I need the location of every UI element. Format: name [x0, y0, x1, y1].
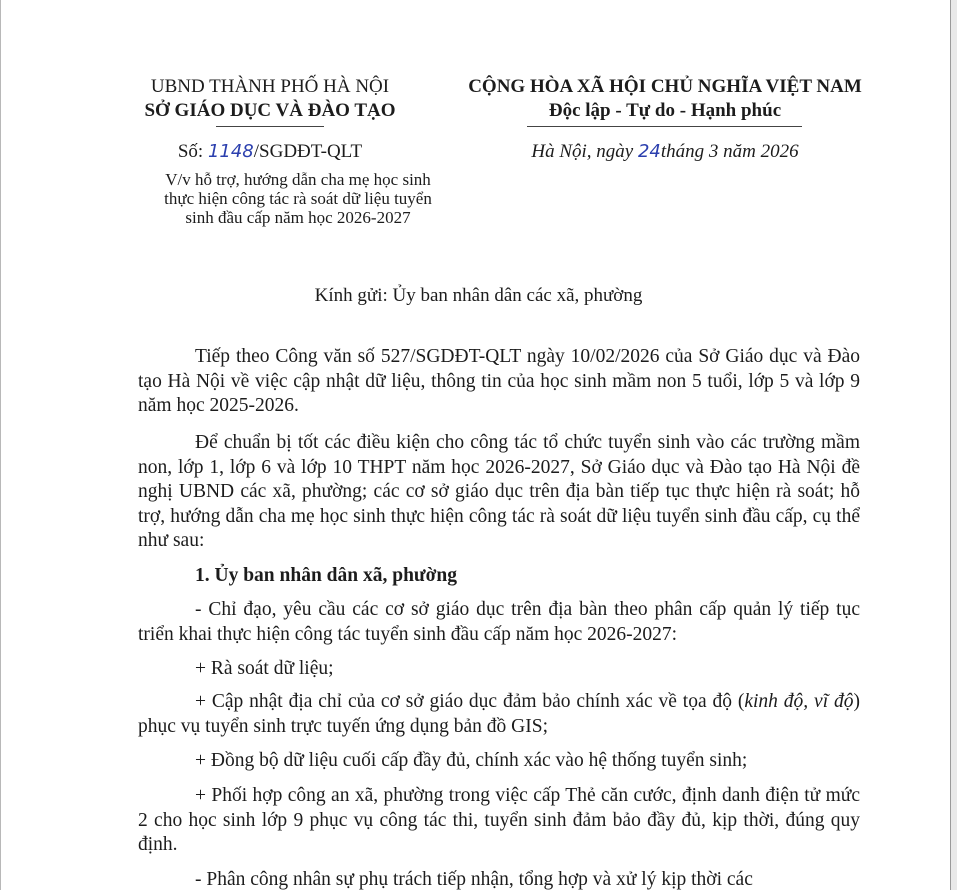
doc-number-prefix: Số: — [177, 141, 208, 162]
body-item-review-data: + Rà soát dữ liệu; — [195, 658, 334, 679]
body-item-sync-data: + Đồng bộ dữ liệu cuối cấp đầy đủ, chính xác vào hệ thống tuyển sinh; — [195, 750, 748, 771]
date-suffix: tháng 3 năm 2026 — [660, 141, 799, 162]
place-date — [438, 141, 892, 163]
issuing-department: SỞ GIÁO DỤC VÀ ĐÀO TẠO — [144, 100, 396, 121]
body-item-update-address — [138, 690, 860, 739]
doc-number-suffix: /SGDĐT-QLT — [253, 141, 363, 162]
doc-number-handwritten: 1148 — [207, 141, 254, 162]
p5-text-before: + Cập nhật địa chỉ của cơ sở giáo dục đảm bảo chính xác về tọa độ ( — [195, 691, 745, 712]
document-subject: V/v hỗ trợ, hướng dẫn cha mẹ học sinh thực hiện công tác rà soát dữ liệu tuyển sinh đầu cấp năm học 2026-2027 — [164, 170, 432, 227]
body-paragraph-assign-staff: - Phân công nhân sự phụ trách tiếp nhận, tổng hợp và xử lý kịp thời các — [195, 869, 753, 890]
body-paragraph-1: Tiếp theo Công văn số 527/SGDĐT-QLT ngày 10/02/2026 của Sở Giáo dục và Đào tạo Hà Nội về việc cập nhật dữ liệu, thông tin của học sinh mầm non 5 tuổi, lớp 5 và lớp 9 năm học 2025-2026. — [138, 346, 860, 416]
right-header-rule — [527, 126, 802, 127]
left-header-rule — [216, 126, 324, 127]
issuing-authority: UBND THÀNH PHỐ HÀ NỘI — [150, 76, 390, 97]
p5-text-after: ) phục vụ tuyển sinh trực tuyến ứng dụng bản đồ GIS; — [138, 691, 860, 737]
date-prefix: Hà Nội, ngày — [531, 141, 638, 162]
national-motto: Độc lập - Tự do - Hạnh phúc — [548, 100, 782, 121]
page-shadow — [951, 0, 957, 890]
p5-text-italic: kinh độ, vĩ độ — [744, 691, 854, 712]
section-heading-1: 1. Ủy ban nhân dân xã, phường — [195, 565, 458, 586]
body-item-coordinate-police: + Phối hợp công an xã, phường trong việc cấp Thẻ căn cước, định danh điện tử mức 2 cho học sinh lớp 9 phục vụ công tác thi, tuyển sinh đảm bảo đầy đủ, kịp thời, đúng quy định. — [138, 785, 860, 855]
body-paragraph-3: - Chỉ đạo, yêu cầu các cơ sở giáo dục trên địa bàn theo phân cấp quản lý tiếp tục triển khai thực hiện công tác tuyển sinh đầu cấp năm học 2026-2027: — [138, 599, 860, 645]
body-paragraph-2: Để chuẩn bị tốt các điều kiện cho công tác tổ chức tuyển sinh vào các trường mầm non, lớp 1, lớp 6 và lớp 10 THPT năm học 2026-2027, Sở Giáo dục và Đào tạo Hà Nội đề nghị UBND các xã, phường; các cơ sở giáo dục trên địa bàn tiếp tục thực hiện rà soát; hỗ trợ, hướng dẫn cha mẹ học sinh thực hiện công tác rà soát dữ liệu tuyển sinh đầu cấp, cụ thể như sau: — [138, 432, 860, 551]
recipient-line: Kính gửi: Ủy ban nhân dân các xã, phường — [314, 285, 643, 306]
page-left-edge — [0, 0, 1, 890]
date-day-handwritten: 24 — [637, 141, 661, 162]
document-number — [110, 141, 430, 163]
national-title: CỘNG HÒA XÃ HỘI CHỦ NGHĨA VIỆT NAM — [468, 76, 862, 97]
